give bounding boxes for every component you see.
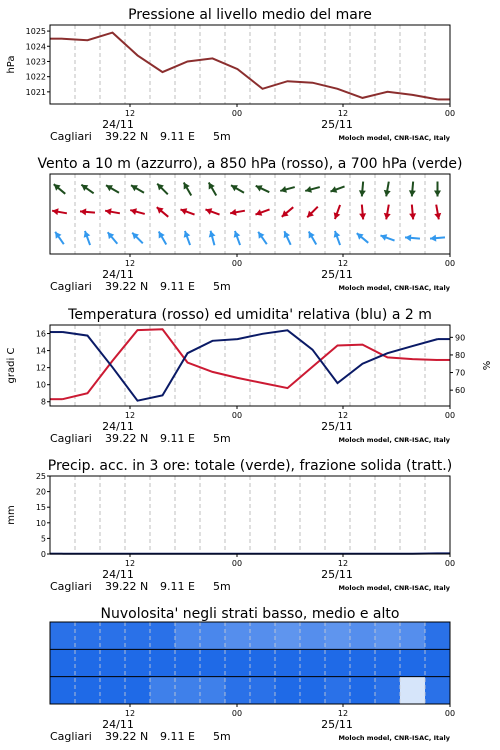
cloud-cell-alto [175, 622, 201, 649]
date-label: 25/11 [321, 718, 353, 731]
x-tick-label: 12 [337, 109, 349, 118]
y-tick-label: 15 [35, 503, 46, 513]
cloud-cell-medio [125, 649, 151, 676]
source-credit: Moloch model, CNR-ISAC, Italy [338, 584, 450, 592]
cloud-cell-basso [175, 677, 201, 704]
location-lat: 39.22 N [105, 432, 149, 445]
y-tick-label: 10 [35, 380, 46, 390]
cloud-cell-alto [350, 622, 376, 649]
date-label: 24/11 [102, 420, 134, 433]
cloud-cell-alto [225, 622, 251, 649]
y-axis-label: mm [6, 505, 17, 525]
wind-arrow-head [434, 191, 441, 197]
y-tick-label: 0 [40, 550, 46, 559]
cloud-cell-medio [175, 649, 201, 676]
wind-arrow-head [405, 234, 411, 241]
y-axis-label: gradi C [6, 347, 17, 384]
location-lat: 39.22 N [105, 730, 149, 743]
y-tick-label: 1024 [25, 42, 46, 52]
cloud-cell-basso [300, 677, 326, 704]
cloud-cell-basso [125, 677, 151, 704]
wind-chart-title: Vento a 10 m (azzurro), a 850 hPa (rosso), a 700 hPa (verde) [37, 156, 463, 172]
cloud-cell-medio [425, 649, 451, 676]
x-tick-label: 00 [231, 109, 243, 118]
x-tick-label: 12 [124, 109, 136, 118]
x-tick-label: 12 [337, 559, 349, 568]
location-name: Cagliari [50, 280, 92, 293]
source-credit: Moloch model, CNR-ISAC, Italy [338, 436, 450, 444]
date-label: 25/11 [321, 420, 353, 433]
location-elevation: 5m [213, 730, 231, 743]
x-tick-label: 00 [444, 259, 456, 268]
x-tick-label: 12 [337, 259, 349, 268]
location-name: Cagliari [50, 130, 92, 143]
date-label: 25/11 [321, 568, 353, 581]
cloud-cell-medio [225, 649, 251, 676]
source-credit: Moloch model, CNR-ISAC, Italy [338, 734, 450, 742]
wind-arrows-700-hPa [54, 182, 441, 197]
wind-arrow-head [80, 208, 86, 215]
cloud-cell-alto [425, 622, 451, 649]
location-elevation: 5m [213, 580, 231, 593]
x-tick-label: 00 [444, 559, 456, 568]
source-credit: Moloch model, CNR-ISAC, Italy [338, 134, 450, 142]
y-tick-label-right: 90 [455, 333, 466, 343]
wind-arrow-head [359, 190, 366, 196]
cloud-cell-basso [250, 677, 276, 704]
cloud-cell-alto [150, 622, 176, 649]
location-lon: 9.11 E [160, 580, 195, 593]
location-lon: 9.11 E [160, 432, 195, 445]
y-tick-label: 12 [35, 363, 46, 373]
cloud-cell-basso [325, 677, 351, 704]
cloud-cell-medio [400, 649, 426, 676]
cloud-cell-basso [225, 677, 251, 704]
x-tick-label: 00 [231, 559, 243, 568]
location-lat: 39.22 N [105, 580, 149, 593]
y-tick-label: 25 [35, 472, 46, 481]
location-name: Cagliari [50, 730, 92, 743]
cloud-cell-medio [375, 649, 401, 676]
location-lon: 9.11 E [160, 730, 195, 743]
date-label: 25/11 [321, 268, 353, 281]
y-tick-label: 20 [35, 487, 46, 497]
cloud-cell-alto [125, 622, 151, 649]
cloud-cell-medio [50, 649, 76, 676]
date-label: 24/11 [102, 268, 134, 281]
cloud-cell-basso [150, 677, 176, 704]
cloud-cell-medio [150, 649, 176, 676]
y-tick-label: 10 [35, 518, 46, 528]
wind-arrows-850-hPa [52, 205, 441, 220]
wind-arrow-head [359, 213, 366, 219]
cloud-cell-basso [75, 677, 101, 704]
y-tick-label-right: 80 [455, 350, 466, 360]
y-tick-label-right: 60 [455, 386, 466, 396]
y-tick-label: 16 [35, 329, 46, 339]
y-axis-label-right: % [482, 360, 493, 371]
y-tick-label: 1021 [25, 87, 46, 97]
cloud-cell-basso [100, 677, 126, 704]
x-tick-label: 00 [231, 259, 243, 268]
cloud-cell-medio [200, 649, 226, 676]
y-tick-label: 1023 [25, 57, 46, 67]
x-tick-label: 00 [444, 411, 456, 420]
x-tick-label: 00 [231, 709, 243, 718]
cloud-cell-alto [300, 622, 326, 649]
location-lat: 39.22 N [105, 280, 149, 293]
location-lon: 9.11 E [160, 130, 195, 143]
x-tick-label: 12 [124, 259, 136, 268]
y-tick-label: 1025 [25, 27, 46, 37]
date-label: 24/11 [102, 118, 134, 131]
location-lon: 9.11 E [160, 280, 195, 293]
x-tick-label: 12 [337, 709, 349, 718]
date-label: 24/11 [102, 568, 134, 581]
y-tick-label: 1022 [25, 72, 46, 82]
cloud-cell-medio [325, 649, 351, 676]
cloud-cell-alto [200, 622, 226, 649]
cloud-cell-medio [275, 649, 301, 676]
cloud-cell-alto [325, 622, 351, 649]
location-name: Cagliari [50, 580, 92, 593]
cloud-cell-medio [350, 649, 376, 676]
precipitation-chart-title: Precip. acc. in 3 ore: totale (verde), frazione solida (tratt.) [47, 458, 453, 474]
cloud-cell-basso [425, 677, 451, 704]
wind-arrow-head [409, 213, 416, 219]
location-elevation: 5m [213, 130, 231, 143]
wind-arrow-head [280, 186, 287, 193]
source-credit: Moloch model, CNR-ISAC, Italy [338, 284, 450, 292]
y-tick-label: 5 [40, 534, 46, 544]
cloud-cell-alto [375, 622, 401, 649]
x-tick-label: 12 [124, 411, 136, 420]
location-elevation: 5m [213, 280, 231, 293]
location-lat: 39.22 N [105, 130, 149, 143]
cloud-cell-alto [250, 622, 276, 649]
pressure-chart-title: Pressione al livello medio del mare [128, 7, 372, 23]
temperature-chart-title: Temperatura (rosso) ed umidita' relativa (blu) a 2 m [68, 307, 432, 323]
cloud-cell-basso [275, 677, 301, 704]
x-tick-label: 12 [124, 709, 136, 718]
y-tick-label-right: 70 [455, 368, 466, 378]
cloud-cell-basso [350, 677, 376, 704]
x-tick-label: 12 [337, 411, 349, 420]
wind-arrow-head [409, 190, 416, 196]
wind-arrow-head [305, 186, 312, 193]
cloud-cell-alto [275, 622, 301, 649]
cloud-cell-medio [300, 649, 326, 676]
cloud-cell-basso [50, 677, 76, 704]
cloud-cell-alto [50, 622, 76, 649]
location-name: Cagliari [50, 432, 92, 445]
y-tick-label: 14 [35, 346, 46, 356]
wind-arrow-head [130, 208, 137, 215]
y-axis-label: hPa [6, 55, 17, 74]
x-tick-label: 00 [444, 109, 456, 118]
cloud-cell-alto [75, 622, 101, 649]
location-elevation: 5m [213, 432, 231, 445]
x-tick-label: 12 [124, 559, 136, 568]
x-tick-label: 00 [231, 411, 243, 420]
cloud-cell-medio [100, 649, 126, 676]
cloud-cell-basso [400, 677, 426, 704]
cloud-cell-basso [375, 677, 401, 704]
cloud-cell-medio [75, 649, 101, 676]
cloud-cell-medio [250, 649, 276, 676]
wind-arrow-head [209, 231, 216, 238]
y-tick-label: 8 [40, 397, 46, 407]
date-label: 25/11 [321, 118, 353, 131]
cloud-chart-title: Nuvolosita' negli strati basso, medio e alto [100, 606, 400, 622]
x-tick-label: 00 [444, 709, 456, 718]
date-label: 24/11 [102, 718, 134, 731]
cloud-cell-alto [400, 622, 426, 649]
cloud-cell-alto [100, 622, 126, 649]
wind-arrow-head [430, 235, 436, 242]
cloud-cell-basso [200, 677, 226, 704]
